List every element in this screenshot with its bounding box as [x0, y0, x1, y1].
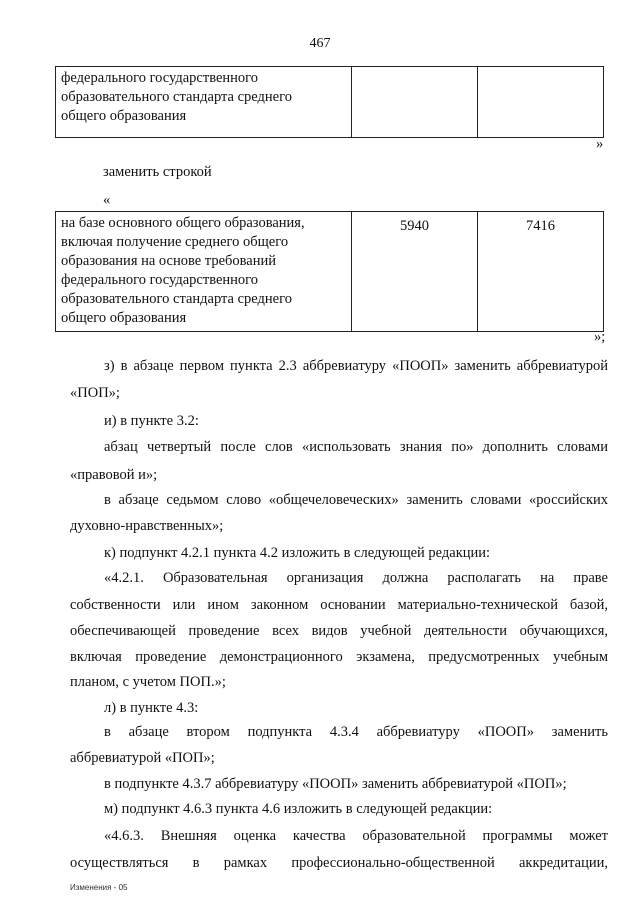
- cell-line: на базе основного общего образования,: [61, 215, 305, 231]
- paragraph-line: духовно-нравственных»;: [70, 518, 224, 534]
- paragraph-line: л) в пункте 4.3:: [104, 700, 199, 716]
- table-row: [56, 212, 604, 332]
- paragraph-line: собственности или ином законном основании материально-технической базой,: [70, 597, 608, 613]
- paragraph-line: «4.2.1. Образовательная организация должна располагать на праве: [104, 570, 608, 586]
- paragraph-line: аббревиатурой «ПОП»;: [70, 750, 215, 766]
- paragraph-line: планом, с учетом ПОП.»;: [70, 674, 226, 690]
- paragraph-line: осуществляться в рамках профессионально-общественной аккредитации,: [70, 855, 608, 871]
- table-cell-value: 7416: [478, 212, 604, 332]
- paragraph-line: и) в пункте 3.2:: [104, 413, 199, 429]
- opening-quote: «: [103, 192, 111, 208]
- cell-line: образовательного стандарта среднего: [61, 89, 292, 105]
- cell-line: общего образования: [61, 108, 187, 124]
- table-cell-text: [56, 212, 352, 332]
- table-cell-text: [56, 67, 352, 138]
- table-previous-row: [55, 66, 604, 138]
- paragraph-line: к) подпункт 4.2.1 пункта 4.2 изложить в следующей редакции:: [104, 545, 491, 561]
- replace-instruction: заменить строкой: [103, 164, 212, 180]
- paragraph-line: «4.6.3. Внешняя оценка качества образовательной программы может: [104, 828, 608, 844]
- closing-quote: »;: [594, 329, 606, 345]
- closing-quote: »: [596, 136, 604, 152]
- table-cell-value: [478, 67, 604, 138]
- paragraph-line: в абзаце втором подпункта 4.3.4 аббревиатуру «ПООП» заменить: [104, 724, 608, 740]
- table-row: [56, 67, 604, 138]
- cell-line: образования на основе требований: [61, 253, 277, 269]
- cell-line: федерального государственного: [61, 272, 259, 288]
- cell-line: включая получение среднего общего: [61, 234, 289, 250]
- cell-line: образовательного стандарта среднего: [61, 291, 292, 307]
- cell-line: общего образования: [61, 310, 187, 326]
- page-number: 467: [309, 36, 331, 51]
- footer-note: Изменения - 05: [70, 883, 128, 892]
- cell-line: федерального государственного: [61, 70, 259, 86]
- table-cell-value: 5940: [352, 212, 478, 332]
- paragraph-line: включая проведение демонстрационного экзамена, предусмотренных учебным: [70, 649, 608, 665]
- paragraph-line: в подпункте 4.3.7 аббревиатуру «ПООП» заменить аббревиатурой «ПОП»;: [104, 776, 567, 792]
- paragraph-line: з) в абзаце первом пункта 2.3 аббревиатуру «ПООП» заменить аббревиатурой: [104, 358, 608, 374]
- table-new-row: [55, 211, 604, 332]
- paragraph-line: обеспечивающей проведение всех видов учебной деятельности обучающихся,: [70, 623, 608, 639]
- table-cell-value: [352, 67, 478, 138]
- paragraph-line: абзац четвертый после слов «использовать знания по» дополнить словами: [104, 439, 608, 455]
- paragraph-line: м) подпункт 4.6.3 пункта 4.6 изложить в следующей редакции:: [104, 801, 493, 817]
- paragraph-line: «ПОП»;: [70, 385, 120, 401]
- paragraph-line: «правовой и»;: [70, 467, 158, 483]
- paragraph-line: в абзаце седьмом слово «общечеловеческих» заменить словами «российских: [104, 492, 608, 508]
